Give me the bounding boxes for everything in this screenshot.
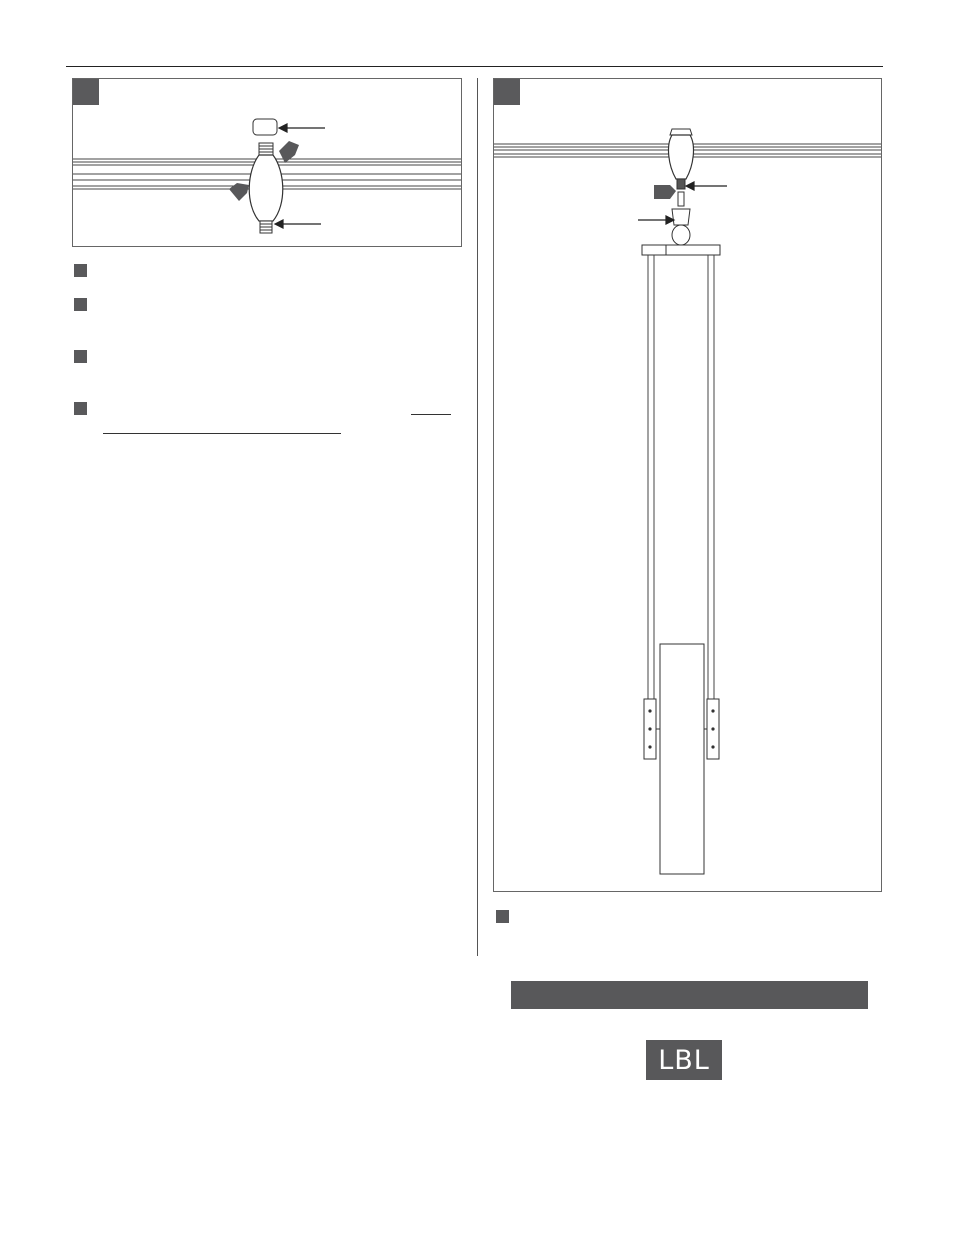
bullet-5 xyxy=(496,910,509,923)
bullet-2 xyxy=(74,298,87,311)
top-rule xyxy=(66,66,883,67)
bullet-3 xyxy=(74,350,87,363)
figure-panel-left xyxy=(72,78,462,247)
rail-coupler-illustration xyxy=(73,79,461,246)
underline-long xyxy=(103,433,341,434)
bullet-4 xyxy=(74,402,87,415)
column-divider xyxy=(477,78,478,956)
footer-bar xyxy=(511,981,868,1009)
brand-logo: LBL xyxy=(646,1040,722,1080)
pendant-assembly-illustration xyxy=(494,79,881,891)
bullet-1 xyxy=(74,264,87,277)
figure-panel-right xyxy=(493,78,882,892)
underline-short xyxy=(411,414,451,415)
